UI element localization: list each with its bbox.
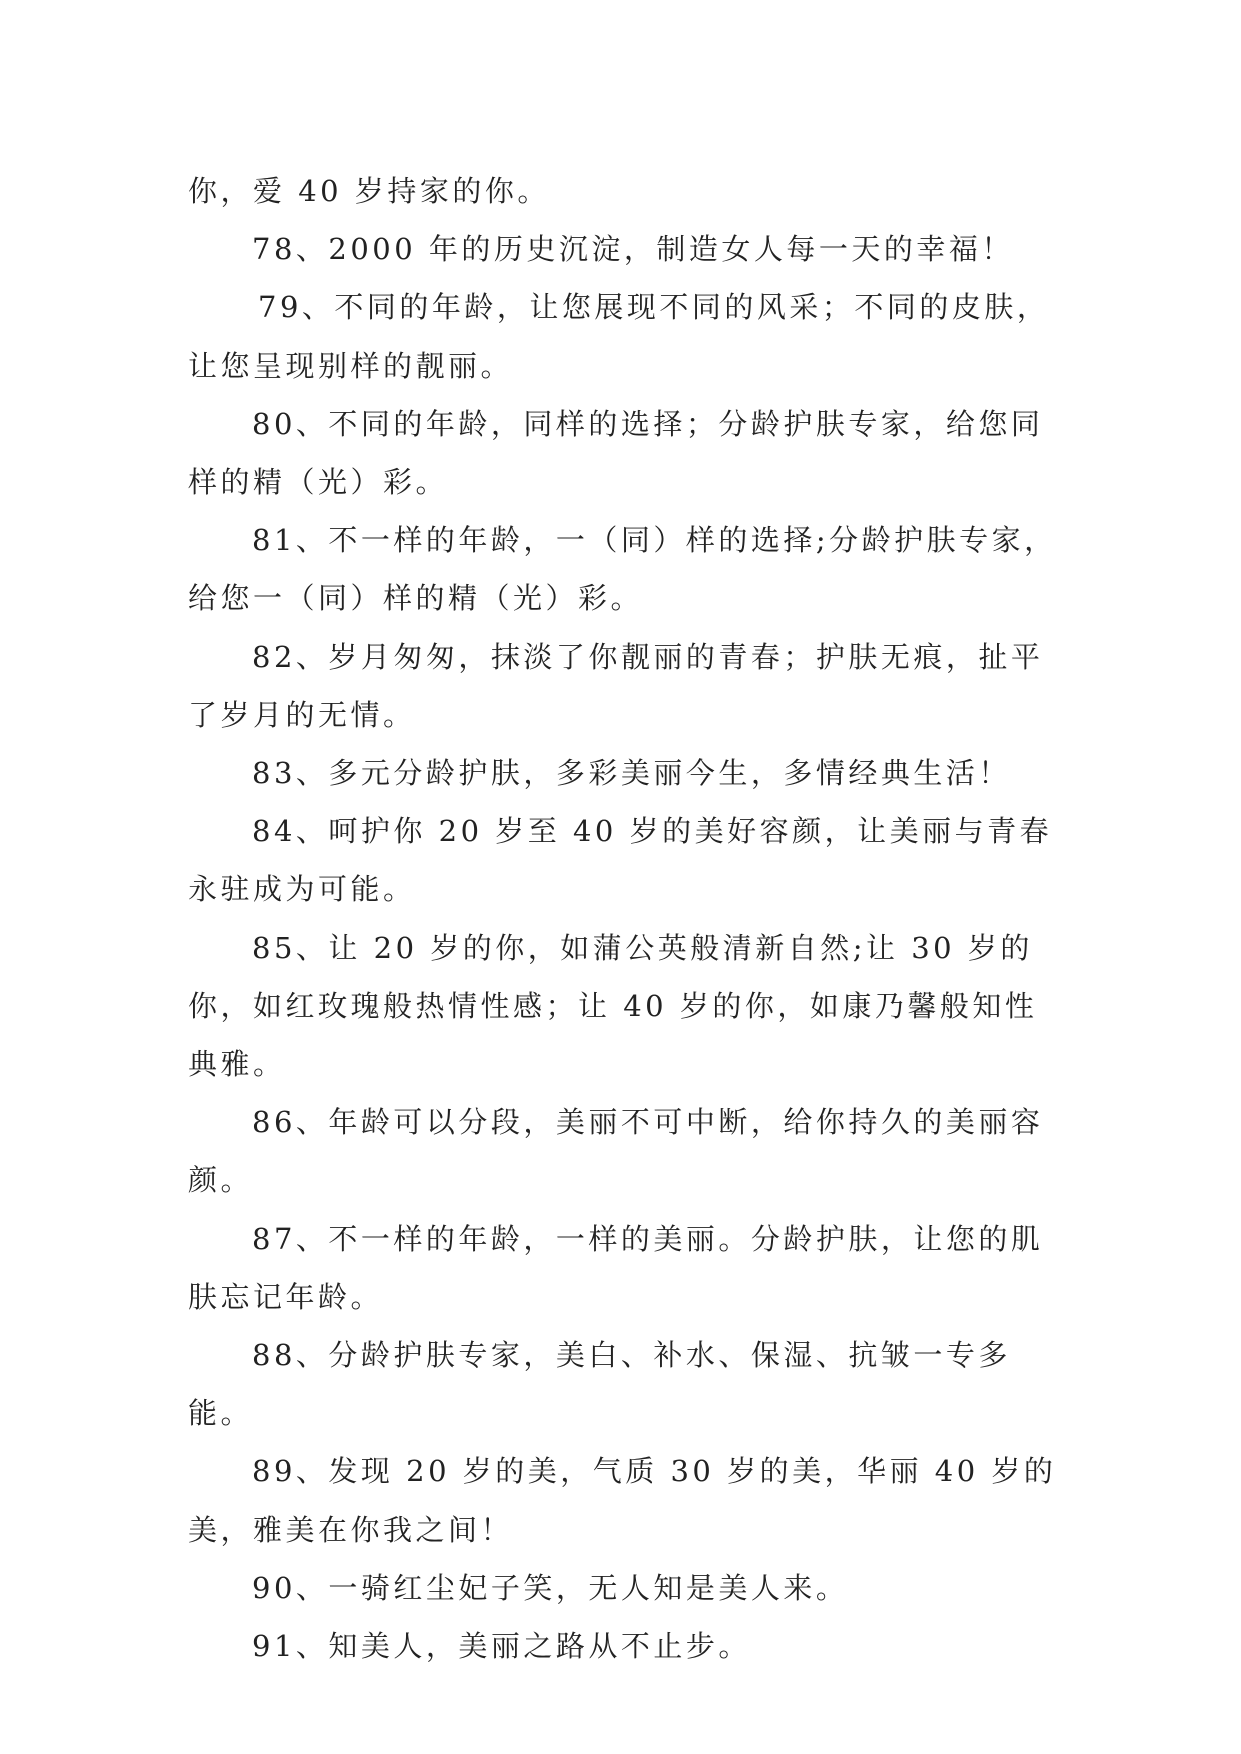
paragraph: 80、不同的年龄，同样的选择；分龄护肤专家，给您同样的精（光）彩。 [188, 406, 1044, 500]
paragraph: 81、不一样的年龄，一（同）样的选择;分龄护肤专家，给您一（同）样的精（光）彩。 [188, 523, 1057, 616]
paragraph: 87、不一样的年龄，一样的美丽。分龄护肤，让您的肌肤忘记年龄。 [188, 1221, 1044, 1314]
paragraph: 84、呵护你 20 岁至 40 岁的美好容颜，让美丽与青春永驻成为可能。 [188, 814, 1053, 907]
paragraph: 90、一骑红尘妃子笑，无人知是美人来。 [252, 1570, 849, 1605]
paragraph: 78、2000 年的历史沉淀，制造女人每一天的幸福！ [252, 232, 1014, 267]
paragraph: 你，爱 40 岁持家的你。 [188, 174, 550, 208]
paragraph: 82、岁月匆匆，抹淡了你靓丽的青春；护肤无痕，扯平了岁月的无情。 [188, 639, 1044, 732]
paragraph: 85、让 20 岁的你，如蒲公英般清新自然;让 30 岁的你，如红玫瑰般热情性感；让 40 岁的你，如康乃馨般知性典雅。 [188, 930, 1038, 1082]
document-body [188, 162, 1068, 1675]
paragraph: 89、发现 20 岁的美，气质 30 岁的美，华丽 40 岁的美，雅美在你我之间！ [188, 1454, 1057, 1547]
paragraph: 79、不同的年龄，让您展现不同的风采；不同的皮肤，让您呈现别样的靓丽。 [188, 290, 1050, 383]
paragraph: 88、分龄护肤专家，美白、补水、保湿、抗皱一专多能。 [188, 1338, 1011, 1431]
paragraph: 83、多元分龄护肤，多彩美丽今生，多情经典生活！ [252, 756, 1011, 791]
paragraph: 86、年龄可以分段，美丽不可中断，给你持久的美丽容颜。 [188, 1105, 1044, 1198]
paragraph: 91、知美人，美丽之路从不止步。 [252, 1629, 751, 1664]
